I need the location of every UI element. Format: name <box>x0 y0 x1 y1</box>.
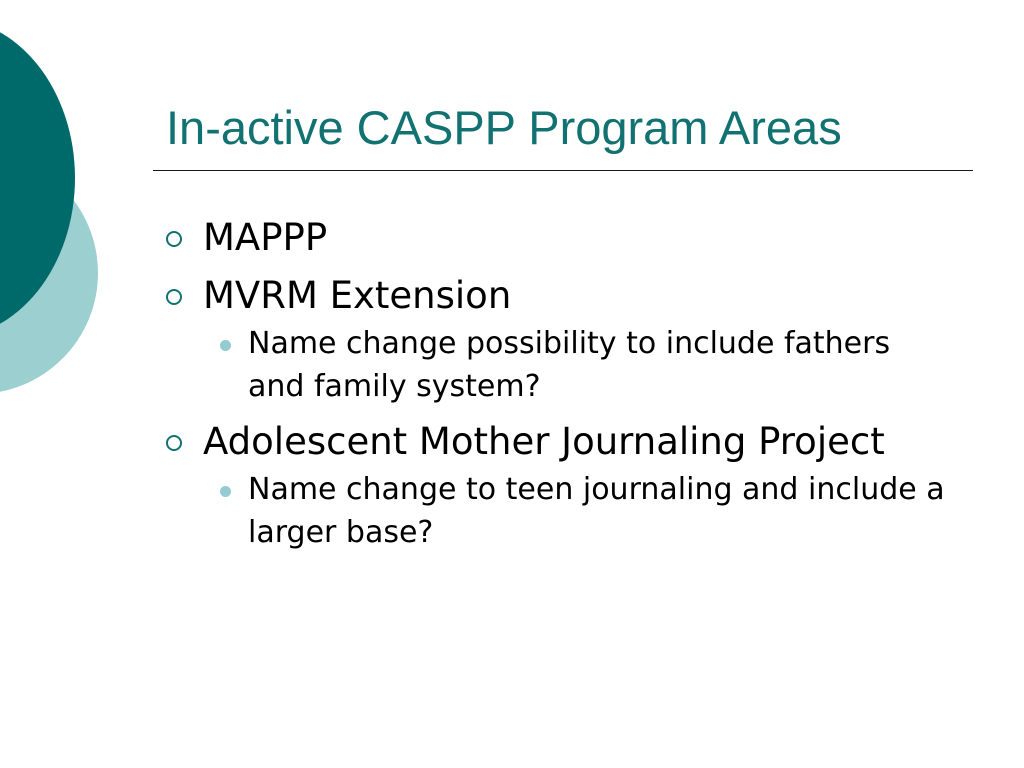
bullet-item <box>160 418 950 466</box>
bullet-list <box>160 214 950 554</box>
sub-bullet-item <box>160 468 950 554</box>
sub-bullet-text: Name change possibility to include fathers and family system? <box>248 326 891 404</box>
filled-dot-bullet-icon <box>220 340 231 351</box>
sub-bullet-text: Name change to teen journaling and include a larger base? <box>248 472 945 550</box>
filled-dot-bullet-icon <box>220 486 231 497</box>
bullet-text: MVRM Extension <box>203 274 512 317</box>
sub-bullet-item <box>160 322 950 408</box>
bullet-text: Adolescent Mother Journaling Project <box>203 420 885 463</box>
bullet-text: MAPPP <box>203 216 328 259</box>
hollow-circle-bullet-icon <box>166 289 182 305</box>
hollow-circle-bullet-icon <box>166 435 182 451</box>
bullet-item <box>160 214 950 262</box>
hollow-circle-bullet-icon <box>166 231 182 247</box>
title-divider <box>153 170 973 171</box>
slide-title: In-active CASPP Program Areas <box>166 101 842 154</box>
bullet-item <box>160 272 950 320</box>
